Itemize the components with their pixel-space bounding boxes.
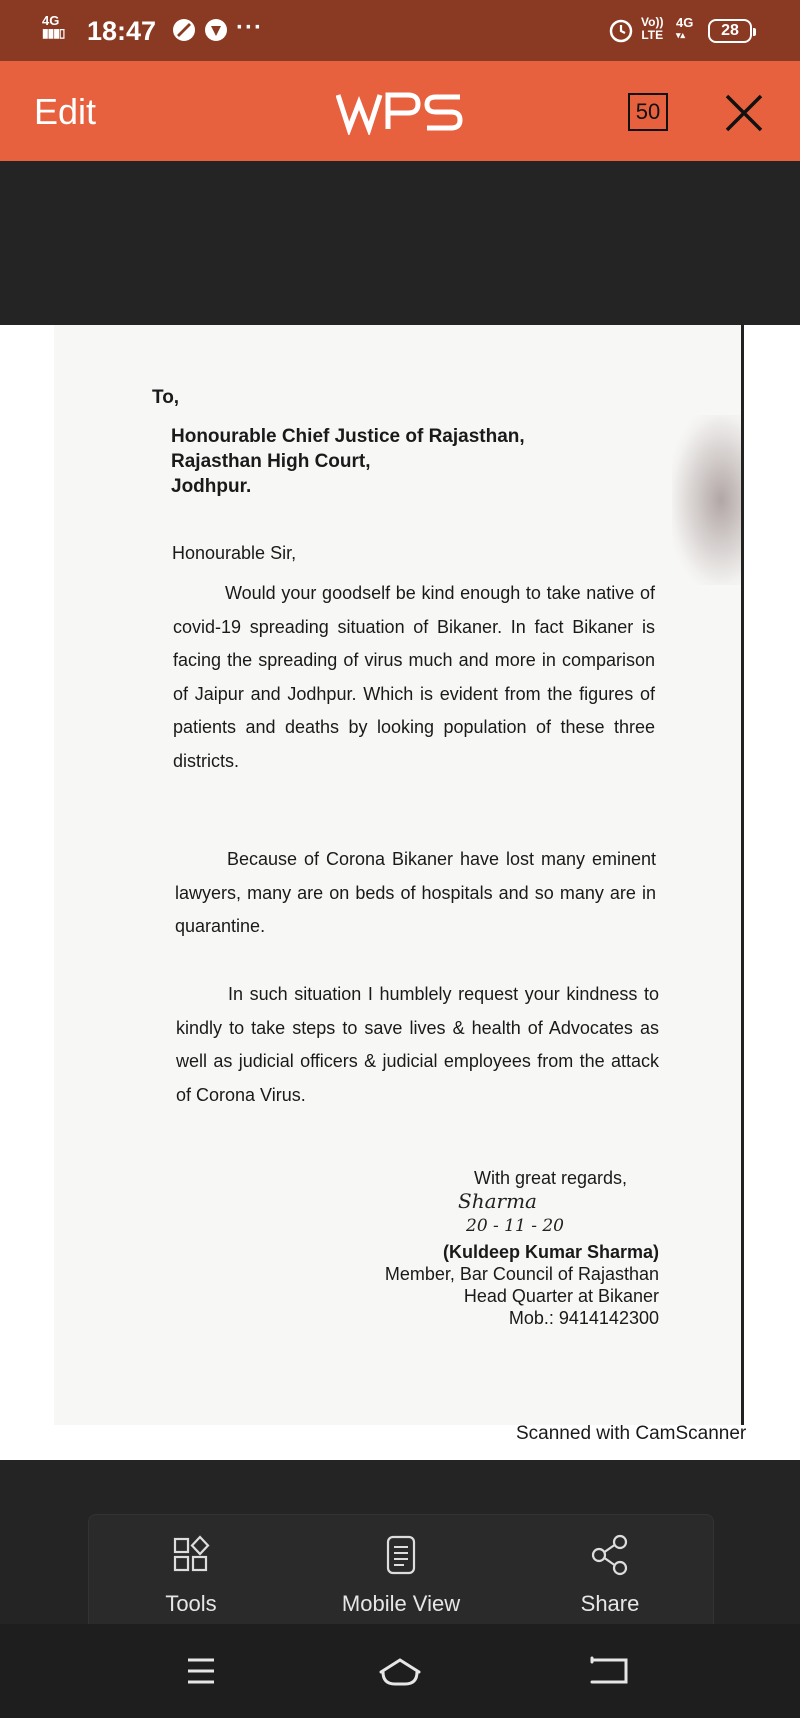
salutation-to: To,	[152, 387, 180, 408]
clock: 18:47	[87, 16, 157, 46]
mobile-data-indicator	[676, 17, 693, 41]
status-bar	[0, 0, 800, 61]
battery-level: 28	[721, 22, 739, 39]
paragraph-text: Because of Corona Bikaner have lost many eminent lawyers, many are on beds of hospitals and so many are in quarantine.	[175, 849, 656, 936]
back-icon[interactable]	[584, 1646, 634, 1696]
volte-indicator	[641, 16, 663, 42]
share-icon	[588, 1533, 632, 1577]
recent-apps-icon[interactable]	[176, 1646, 226, 1696]
home-icon[interactable]	[375, 1646, 425, 1696]
paragraph	[176, 978, 659, 1112]
close-icon[interactable]	[722, 91, 766, 135]
data-network-label: 4G	[676, 15, 694, 30]
app-header	[0, 61, 800, 161]
tools-label: Tools	[165, 1591, 217, 1616]
system-nav-bar	[0, 1624, 800, 1718]
scan-shadow	[672, 415, 742, 585]
network-type: 4G	[42, 13, 60, 28]
page-count-button[interactable]: 50	[628, 93, 668, 131]
mobile-view-label: Mobile View	[341, 1591, 461, 1616]
paragraph	[173, 577, 655, 778]
mobile-view-button[interactable]	[321, 1533, 481, 1617]
signer-title: Member, Bar Council of Rajasthan	[384, 1264, 659, 1284]
closing: With great regards,	[474, 1168, 628, 1188]
address-line: Jodhpur.	[171, 476, 252, 497]
signer-hq: Head Quarter at Bikaner	[463, 1286, 659, 1306]
camscanner-watermark: Scanned with CamScanner	[516, 1423, 747, 1444]
greeting: Honourable Sir,	[172, 543, 297, 563]
mobile-view-icon	[379, 1533, 423, 1577]
battery-icon	[708, 19, 752, 43]
tools-button[interactable]	[111, 1533, 271, 1617]
more-notifications-icon: ···	[236, 14, 263, 41]
share-button[interactable]	[530, 1533, 690, 1617]
bottom-toolbar	[88, 1514, 714, 1624]
wps-logo	[336, 89, 464, 135]
tools-grid-icon	[169, 1533, 213, 1577]
signer-mobile: Mob.: 9414142300	[508, 1308, 659, 1328]
alarm-icon	[608, 17, 634, 43]
signature-block	[300, 1241, 659, 1329]
document-page[interactable]	[0, 325, 800, 1460]
paper-edge	[741, 325, 744, 1425]
recipient-address	[171, 424, 525, 499]
signal-bars-icon: ▮▮▮▯	[42, 26, 65, 40]
paragraph-text: Would your goodself be kind enough to take native of covid-19 spreading situation of Bikaner. In fact Bikaner is facing the spreading of virus much and more in comparison of Jaipur and Jodhpur. Which is evident from the figures of patients and deaths by looking population of these three districts.	[173, 583, 655, 771]
signal-indicator	[42, 14, 64, 40]
signer-name: (Kuldeep Kumar Sharma)	[442, 1242, 659, 1262]
address-line: Honourable Chief Justice of Rajasthan,	[171, 426, 525, 447]
edit-button[interactable]: Edit	[34, 91, 97, 132]
share-label: Share	[580, 1591, 640, 1616]
paragraph	[175, 843, 656, 944]
vpn-shield-icon	[204, 18, 228, 42]
address-line: Rajasthan High Court,	[171, 451, 371, 472]
data-activity-icon: ▾▴	[676, 30, 686, 40]
lte-label: LTE	[641, 28, 664, 42]
volte-label: Vo))	[641, 15, 664, 29]
handwritten-date: 20 - 11 - 20	[466, 1216, 564, 1236]
handwritten-signature: Sharma	[458, 1189, 537, 1213]
paragraph-text: In such situation I humblely request your kindness to kindly to take steps to save lives & health of Advocates as well as judicial officers & judicial employees from the attack of Corona Virus.	[176, 984, 659, 1105]
notification-app-icon	[172, 18, 196, 42]
